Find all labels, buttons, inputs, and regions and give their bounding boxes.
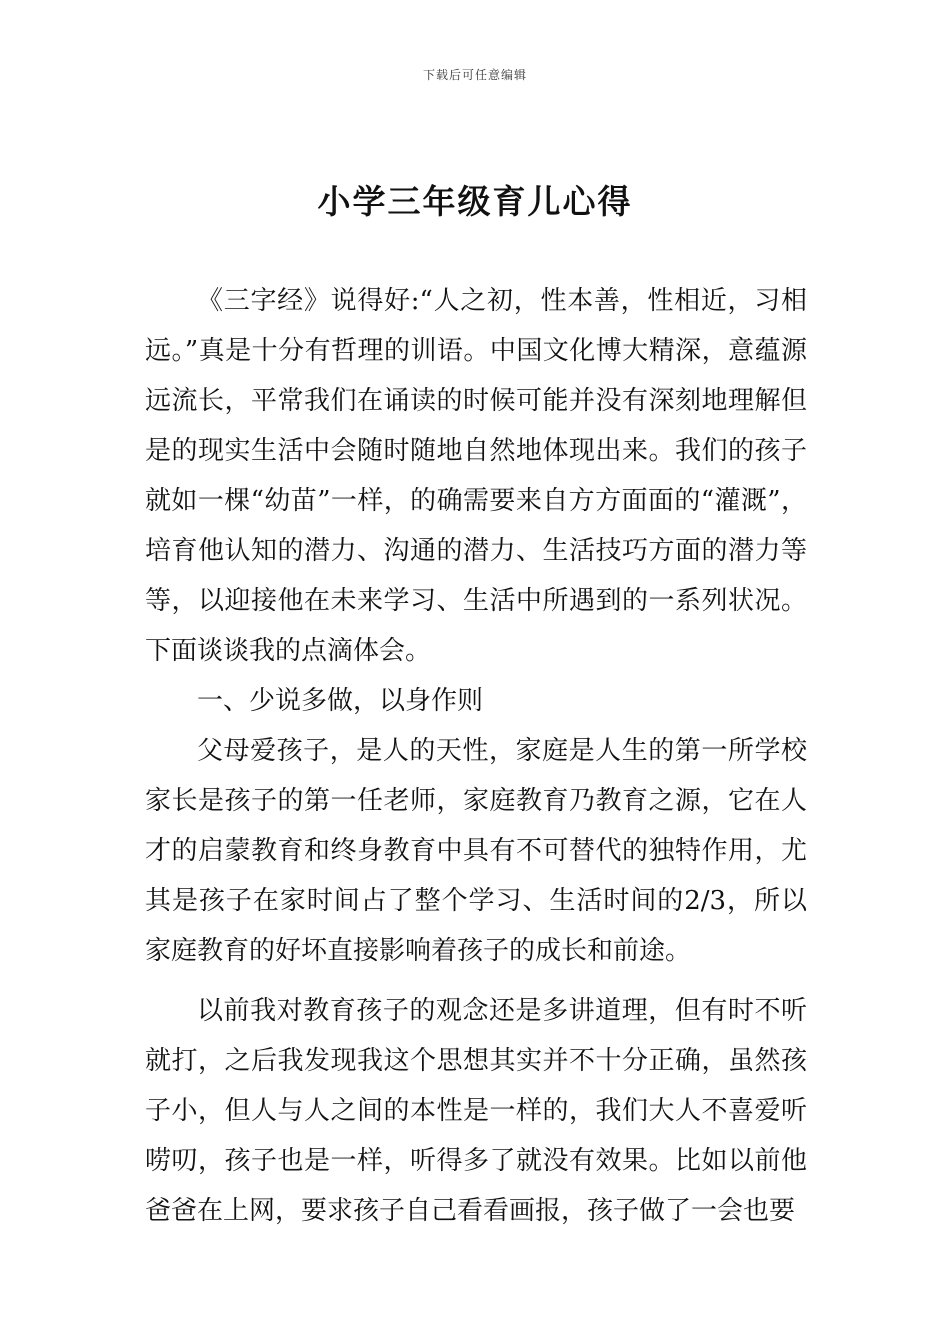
section-heading: 一、少说多做，以身作则 — [197, 686, 484, 716]
paragraph: 父母爱孩子，是人的天性，家庭是人生的第一所学校家长是孩子的第一任老师，家庭教育乃教育之源，它在人才的启蒙教育和终身教育中具有不可替代的独特作用，尤其是孩子在家时间占了整个学习、生活时间的2/3，所以家庭教育的好坏直接影响着孩子的成长和前途。 — [145, 736, 807, 966]
header-note: 下载后可任意编辑 — [422, 68, 527, 82]
document-body — [145, 276, 807, 1236]
paragraph: 以前我对教育孩子的观念还是多讲道理，但有时不听就打，之后我发现我这个思想其实并不十分正确，虽然孩子小，但人与人之间的本性是一样的，我们大人不喜爱听唠叨，孩子也是一样，听得多了就没有效果。比如以前他爸爸在上网，要求孩子自己看看画报，孩子做了一会也要 — [145, 996, 807, 1226]
document-title: 小学三年级育儿心得 — [317, 182, 633, 221]
paragraph-intro: 《三字经》说得好:“人之初，性本善，性相近，习相远。”真是十分有哲理的训语。中国文化博大精深，意蕴源远流长，平常我们在诵读的时候可能并没有深刻地理解但是的现实生活中会随时随地自然地体现出来。我们的孩子就如一棵“幼苗”一样，的确需要来自方方面面的“灌溉”，培育他认知的潜力、沟通的潜力、生活技巧方面的潜力等等，以迎接他在未来学习、生活中所遇到的一系列状况。下面谈谈我的点滴体会。 — [145, 286, 807, 666]
